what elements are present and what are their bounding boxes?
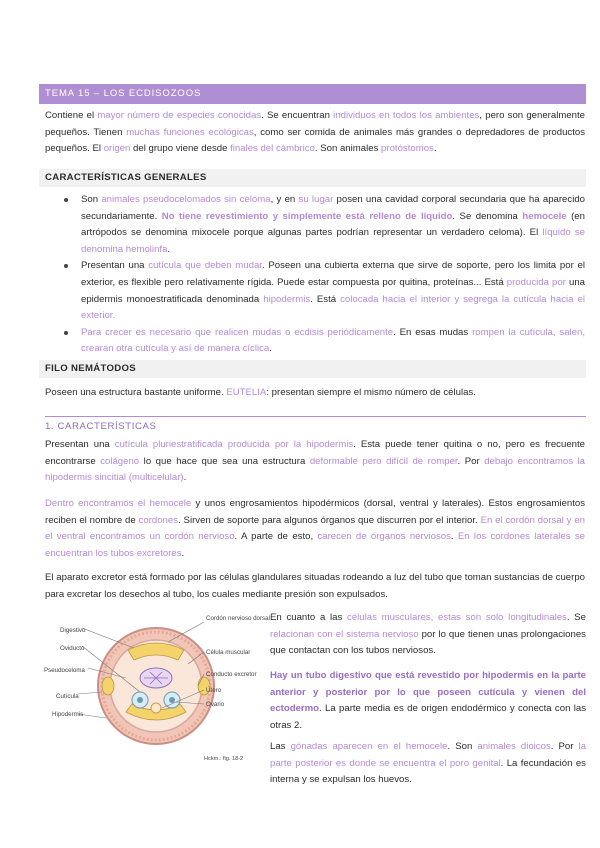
label-conducto-excretor: Conducto excretor [206, 671, 257, 678]
label-cordon-dorsal: Cordón nervioso dorsal [206, 615, 270, 622]
general-characteristics-list [45, 192, 585, 358]
cross-section-diagram [38, 608, 270, 773]
label-ovario: Ovario [206, 701, 225, 708]
subheading-caracteristicas: 1. CARACTERÍSTICAS [45, 421, 157, 432]
bullet-icon [64, 264, 68, 268]
figure-credit: Hckm.: fig. 18-2 [204, 756, 244, 762]
label-digestivo: Digestivo [60, 627, 86, 634]
intro-paragraph: Contiene el mayor número de especies conocidas. Se encuentran individuos en todos los ambientes, pero son generalmente pequeños. Tienen muchas funciones ecológicas, como ser comida de animales más grandes o depredadores de productos pequeños. El origen del grupo viene desde finales del cámbrico. Son animales protóstomos. [45, 110, 586, 155]
subheading-rule [45, 416, 586, 417]
paragraph-excretor: El aparato excretor está formado por las células glandulares situadas rodeando a luz del tubo que toman sustancias de cuerpo para excretar los desechos al tubo, los cuales mediante presión son expulsados. [45, 572, 585, 600]
filo-paragraph: Poseen una estructura bastante uniforme. EUTELIA: presentan siempre el mismo número de células. [45, 387, 476, 398]
paragraph-cuticula: Presentan una cutícula pluriestratificada producida por la hipodermis. Esta puede tener quitina o no, pero es frecuente encontrarse colágeno lo que hace que sea una estructura deformable pero difícil de romper. Por debajo encontramos la hipodermis sincitial (multicelular). [45, 439, 585, 484]
bullet-icon [64, 198, 68, 202]
section-heading-caracteristicas-generales: CARACTERÍSTICAS GENERALES [39, 169, 586, 187]
list-item: Para crecer es necesario que realicen mudas o ecdisis periódicamente. En esas mudas rompen la cutícula, salen, crearan otra cutícula y así de manera cíclica. [45, 325, 585, 358]
nematode-cross-section-figure [38, 608, 270, 773]
page-title: TEMA 15 – LOS ECDISOZOOS [39, 84, 586, 104]
paragraph-gonadas: Las gónadas aparecen en el hemocele. Son animales dioicos. Por la parte posterior es donde se encuentra el poro genital. La fecundación es interna y se expulsan los huevos. [270, 741, 586, 786]
label-celula-muscular: Célula muscular [206, 649, 251, 656]
label-hipodermis: Hipodermis [52, 711, 84, 718]
paragraph-hemocele: Dentro encontramos el hemocele y unos engrosamientos hipodérmicos (dorsal, ventral y laterales). Estos engrosamientos reciben el nombre de cordones. Sirven de soporte para algunos órganos que discurren por el interior. En el cordón dorsal y en el ventral encontramos un cordón nervioso. A parte de esto, carecen de órganos nerviosos. En los cordones laterales se encuentran los tubos excretores. [45, 498, 585, 559]
label-oviducto: Oviducto [60, 645, 85, 652]
section-heading-filo-nematodos: FILO NEMÁTODOS [39, 360, 586, 378]
paragraph-musculares: En cuanto a las células musculares, estas son solo longitudinales. Se relacionan con el sistema nervioso por lo que tienen unas prolongaciones que contactan con los tubos nerviosos. [270, 612, 586, 657]
label-utero: Útero [206, 687, 222, 694]
paragraph-digestivo: Hay un tubo digestivo que está revestido por hipodermis en la parte anterior y posterior por lo que poseen cutícula y vienen del ectodermo. La parte media es de origen endodérmico y conecta con las otras 2. [270, 670, 586, 731]
bullet-icon [64, 331, 68, 335]
label-pseudoceloma: Pseudoceloma [44, 667, 85, 674]
list-item: Son animales pseudocelomados sin celoma, y en su lugar posen una cavidad corporal secundaria que ha aparecido secundariamente. No tiene revestimiento y simplemente está relleno de líquido. Se denomina hemocele (en artrópodos se denomina mixocele porque algunas partes podrían representar un verdadero celoma). El líquido se denomina hemolinfa. [45, 192, 585, 258]
label-cuticula: Cutícula [56, 693, 79, 700]
list-item: Presentan una cutícula que deben mudar. Poseen una cubierta externa que sirve de soporte, pero los limita por el exterior, es flexible pero relativamente rígida. Puede estar compuesta por quitina, proteínas... Está producida por una epidermis monoestratificada denominada hipodermis. Está colocada hacia el interior y segrega la cutícula hacia el exterior. [45, 258, 585, 324]
